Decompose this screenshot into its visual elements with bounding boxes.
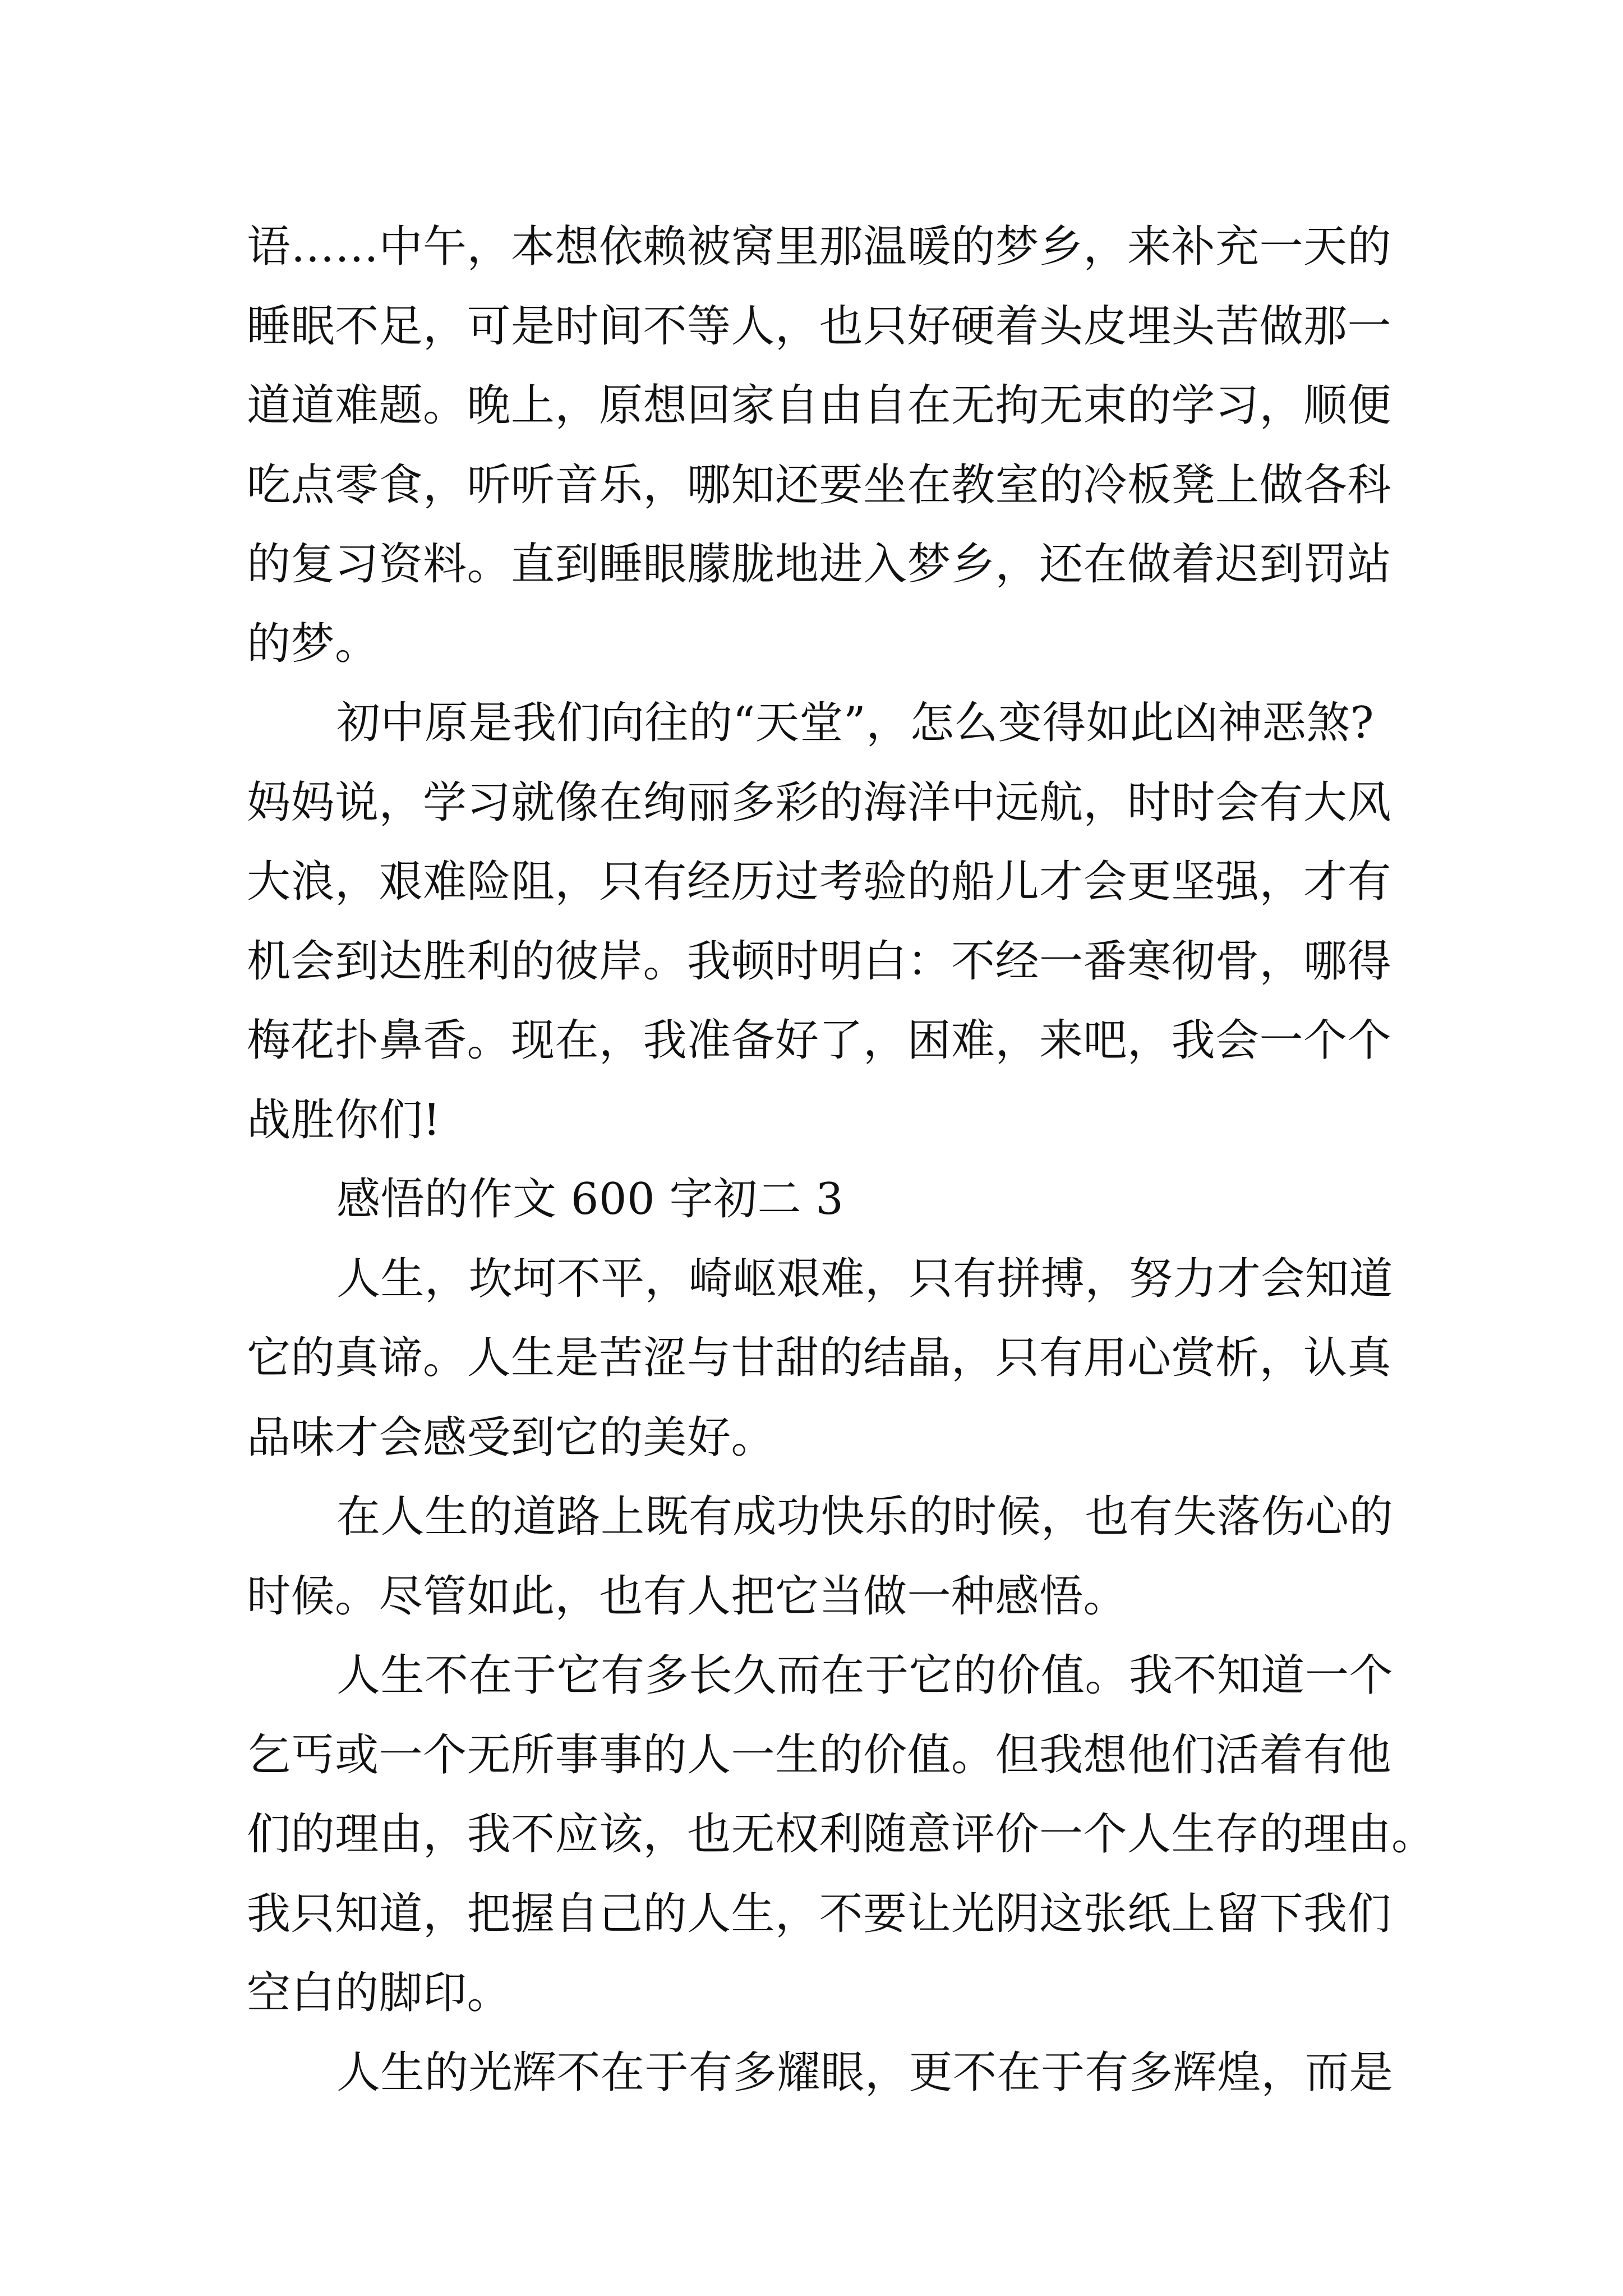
- text-line: 睡眠不足，可是时间不等人，也只好硬着头皮埋头苦做那一: [247, 301, 1392, 352]
- text-line: 吃点零食，听听音乐，哪知还要坐在教室的冷板凳上做各科: [247, 459, 1392, 510]
- text-line: 我只知道，把握自己的人生，不要让光阴这张纸上留下我们: [247, 1888, 1392, 1939]
- text-line: 战胜你们!: [247, 1094, 441, 1145]
- section-heading: 感悟的作文 600 字初二 3: [336, 1174, 844, 1225]
- text-line: 人生，坎坷不平，崎岖艰难，只有拼搏，努力才会知道: [336, 1253, 1394, 1304]
- text-line: 的梦。: [247, 618, 379, 669]
- text-line: 乞丐或一个无所事事的人一生的价值。但我想他们活着有他: [247, 1729, 1392, 1780]
- text-line: 初中原是我们向往的“天堂”，怎么变得如此凶神恶煞?: [336, 698, 1375, 748]
- text-line: 它的真谛。人生是苦涩与甘甜的结晶，只有用心赏析，认真: [247, 1333, 1392, 1383]
- text-line: 人生不在于它有多长久而在于它的价值。我不知道一个: [336, 1650, 1394, 1701]
- text-line: 道道难题。晚上，原想回家自由自在无拘无束的学习，顺便: [247, 380, 1392, 431]
- text-line: 梅花扑鼻香。现在，我准备好了，困难，来吧，我会一个个: [247, 1015, 1392, 1066]
- text-line: 们的理由，我不应该，也无权利随意评价一个人生存的理由。: [247, 1809, 1436, 1860]
- text-line: 空白的脚印。: [247, 1968, 511, 2018]
- text-line: 在人生的道路上既有成功快乐的时候，也有失落伤心的: [336, 1492, 1394, 1542]
- text-line: 大浪，艰难险阻，只有经历过考验的船儿才会更坚强，才有: [247, 857, 1392, 907]
- text-line: 机会到达胜利的彼岸。我顿时明白：不经一番寒彻骨，哪得: [247, 936, 1392, 987]
- text-line: 语……中午，本想依赖被窝里那温暖的梦乡，来补充一天的: [247, 222, 1392, 272]
- text-line: 的复习资料。直到睡眼朦胧地进入梦乡，还在做着迟到罚站: [247, 539, 1392, 590]
- text-line: 时候。尽管如此，也有人把它当做一种感悟。: [247, 1571, 1128, 1622]
- text-line: 人生的光辉不在于有多耀眼，更不在于有多辉煌，而是: [336, 2047, 1394, 2098]
- text-line: 妈妈说，学习就像在绚丽多彩的海洋中远航，时时会有大风: [247, 777, 1392, 828]
- text-line: 品味才会感受到它的美好。: [247, 1412, 776, 1463]
- document-body: [247, 208, 1436, 2113]
